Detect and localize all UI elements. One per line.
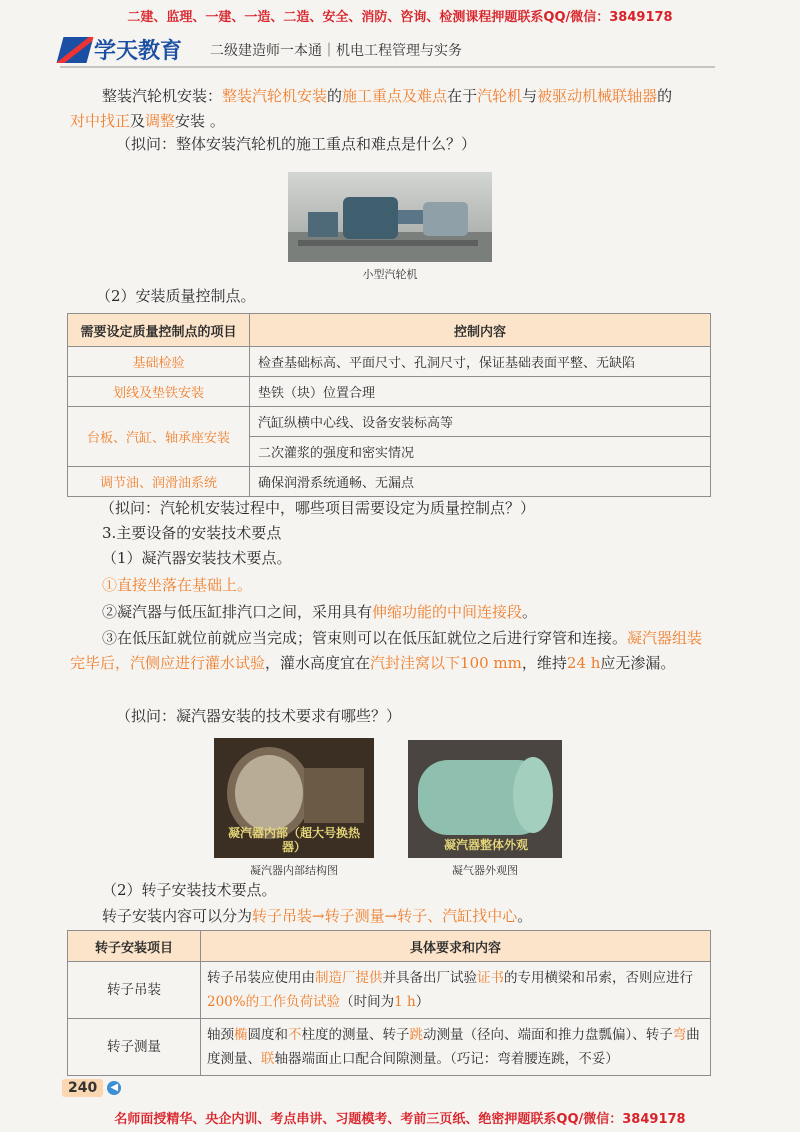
rotor-intro — [102, 904, 532, 929]
rotor-title: （2）转子安装技术要点。 — [102, 881, 277, 899]
table-header-cell: 转子安装项目 — [68, 931, 201, 962]
intro-paragraph — [70, 84, 717, 134]
condenser-interior-caption: 凝汽器内部结构图 — [250, 864, 338, 877]
table-row — [68, 1019, 711, 1076]
logo-text: 学天教育 — [94, 39, 183, 64]
rotor-highlight: 弯 — [672, 1027, 687, 1043]
rotor-item: 转子测量 — [68, 1019, 201, 1076]
section-2-title: （2）安装质量控制点。 — [96, 287, 256, 305]
intro-text: 与 — [522, 87, 538, 105]
table-header-row — [68, 314, 711, 347]
table-row — [68, 407, 711, 437]
intro-question: （拟问：整体安装汽轮机的施工重点和难点是什么？） — [116, 135, 477, 153]
top-promo-banner: 二建、监理、一建、一造、二造、安全、消防、咨询、检测课程押题联系QQ/微信：3849178 — [127, 10, 673, 25]
rotor-table — [67, 930, 711, 1076]
arrow-right-icon: → — [384, 907, 398, 925]
rotor-text: 曲度测量、 — [207, 1027, 700, 1067]
condenser-text: 应无渗漏。 — [600, 654, 676, 672]
condenser-highlight: 汽封洼窝以下100 mm — [370, 654, 522, 672]
rotor-highlight: 1 h — [394, 994, 416, 1010]
rotor-text: 转子安装内容可以分为 — [102, 907, 253, 925]
question-2: （拟问：汽轮机安装过程中，哪些项目需要设定为质量控制点？） — [100, 499, 536, 517]
intro-highlight: 被驱动机械联轴器 — [537, 87, 658, 105]
page-header — [60, 34, 760, 70]
rotor-content — [201, 1019, 711, 1076]
qc-content: 确保润滑系统通畅、无漏点 — [250, 467, 711, 497]
rotor-highlight: 不 — [288, 1027, 302, 1043]
page-number — [62, 1079, 121, 1097]
table-row — [68, 962, 711, 1019]
book-title: 二级建造师一本通｜机电工程管理与实务 — [210, 43, 462, 59]
page-number-label: 240 — [62, 1079, 103, 1097]
rotor-text: 圆度和 — [247, 1027, 288, 1043]
intro-text: 安装 。 — [175, 112, 225, 130]
qc-content: 检查基础标高、平面尺寸、孔洞尺寸，保证基础表面平整、无缺陷 — [250, 347, 711, 377]
brand-logo — [60, 34, 182, 65]
condenser-highlight: 凝汽器组装完毕后，汽侧应进行灌水试验 — [70, 629, 703, 672]
qc-item: 调节油、润滑油系统 — [68, 467, 250, 497]
qc-content: 垫铁（块）位置合理 — [250, 377, 711, 407]
condenser-point-3 — [70, 626, 715, 676]
qc-item: 划线及垫铁安装 — [68, 377, 250, 407]
intro-text: 的 — [657, 87, 673, 105]
rotor-item: 转子吊装 — [68, 962, 201, 1019]
rotor-text: 柱度的测量、转子 — [301, 1027, 410, 1043]
condenser-exterior-label: 凝汽器整体外观 — [443, 838, 528, 852]
qc-item: 基础检验 — [68, 347, 250, 377]
rotor-text: 轴器端面止口配合间隙测量。（巧记：弯着腰连跳，不妥） — [274, 1051, 619, 1067]
condenser-exterior-photo — [408, 740, 562, 858]
table-row — [68, 347, 711, 377]
rotor-highlight: 200%的工作负荷试验 — [207, 994, 341, 1010]
logo-mark-icon — [57, 37, 94, 63]
qc-content: 二次灌浆的强度和密实情况 — [250, 437, 711, 467]
header-divider — [60, 66, 715, 68]
rotor-highlight: 转子吊装 — [252, 907, 313, 925]
table-header-cell: 控制内容 — [250, 314, 711, 347]
rotor-highlight: 证书 — [477, 970, 504, 986]
condenser-point-2 — [102, 600, 537, 625]
rotor-highlight: 转子、汽缸找中心 — [397, 907, 518, 925]
condenser-question: （拟问：凝汽器安装的技术要求有哪些？） — [116, 707, 402, 725]
condenser-text: ，灌水高度宜在 — [265, 654, 371, 672]
condenser-highlight: 24 h — [566, 654, 601, 672]
intro-text: 及 — [130, 112, 146, 130]
arrow-right-icon: → — [312, 907, 325, 925]
quality-control-table — [67, 313, 711, 497]
rotor-text: （时间为 — [340, 994, 395, 1010]
table-row — [68, 467, 711, 497]
section-3-title: 3.主要设备的安装技术要点 — [102, 524, 282, 542]
condenser-highlight: 伸缩功能的中间连接段 — [372, 603, 523, 621]
rotor-text: 动测量（径向、端面和推力盘瓢偏）、转子 — [423, 1027, 673, 1043]
condenser-exterior-caption: 凝气器外观图 — [452, 864, 518, 877]
intro-highlight: 调整 — [145, 112, 176, 130]
qc-content: 汽缸纵横中心线、设备安装标高等 — [250, 407, 711, 437]
intro-text: 的 — [327, 87, 343, 105]
condenser-interior-label: 凝汽器内部（超大号换热器） — [227, 826, 360, 854]
intro-highlight: 对中找正 — [70, 112, 131, 130]
qc-item: 台板、汽缸、轴承座安装 — [68, 407, 250, 467]
table-header-row — [68, 931, 711, 962]
intro-highlight: 整装汽轮机安装 — [222, 87, 328, 105]
condenser-text: ②凝汽器与低压缸排汽口之间，采用具有 — [102, 603, 373, 621]
intro-text: 整装汽轮机安装： — [102, 87, 223, 105]
intro-text: 在于 — [447, 87, 478, 105]
condenser-interior-photo — [214, 738, 374, 858]
rotor-text: 的专用横梁和吊索，否则应进行 — [504, 970, 693, 986]
condenser-text: ，维持 — [521, 654, 567, 672]
bottom-promo-banner: 名师面授精华、央企内训、考点串讲、习题模考、考前三页纸、绝密押题联系QQ/微信：3849178 — [114, 1112, 686, 1127]
condenser-title: （1）凝汽器安装技术要点。 — [102, 549, 292, 567]
rotor-text: ） — [415, 994, 430, 1010]
condenser-text: 。 — [522, 603, 538, 621]
rotor-highlight: 联 — [261, 1051, 275, 1067]
rotor-highlight: 跳 — [409, 1027, 423, 1043]
rotor-highlight: 制造厂提供 — [315, 970, 383, 986]
turbine-caption: 小型汽轮机 — [362, 268, 418, 281]
table-row — [68, 377, 711, 407]
condenser-point-1: ①直接坐落在基础上。 — [102, 576, 253, 594]
intro-highlight: 施工重点及难点 — [342, 87, 448, 105]
arrow-left-icon: ◀ — [107, 1081, 121, 1095]
intro-highlight: 汽轮机 — [477, 87, 523, 105]
rotor-content — [201, 962, 711, 1019]
rotor-text: 。 — [517, 907, 533, 925]
table-header-cell: 需要设定质量控制点的项目 — [68, 314, 250, 347]
rotor-highlight: 转子测量 — [324, 907, 385, 925]
turbine-illustration — [288, 172, 492, 262]
turbine-photo — [288, 172, 492, 262]
table-header-cell: 具体要求和内容 — [201, 931, 711, 962]
rotor-text: 转子吊装应使用由 — [207, 970, 315, 986]
rotor-text: 轴颈 — [207, 1027, 234, 1043]
rotor-text: 并具备出厂试验 — [382, 970, 477, 986]
rotor-highlight: 椭 — [234, 1027, 248, 1043]
condenser-text: ③在低压缸就位前就应当完成；管束则可以在低压缸就位之后进行穿管和连接。 — [102, 629, 628, 647]
